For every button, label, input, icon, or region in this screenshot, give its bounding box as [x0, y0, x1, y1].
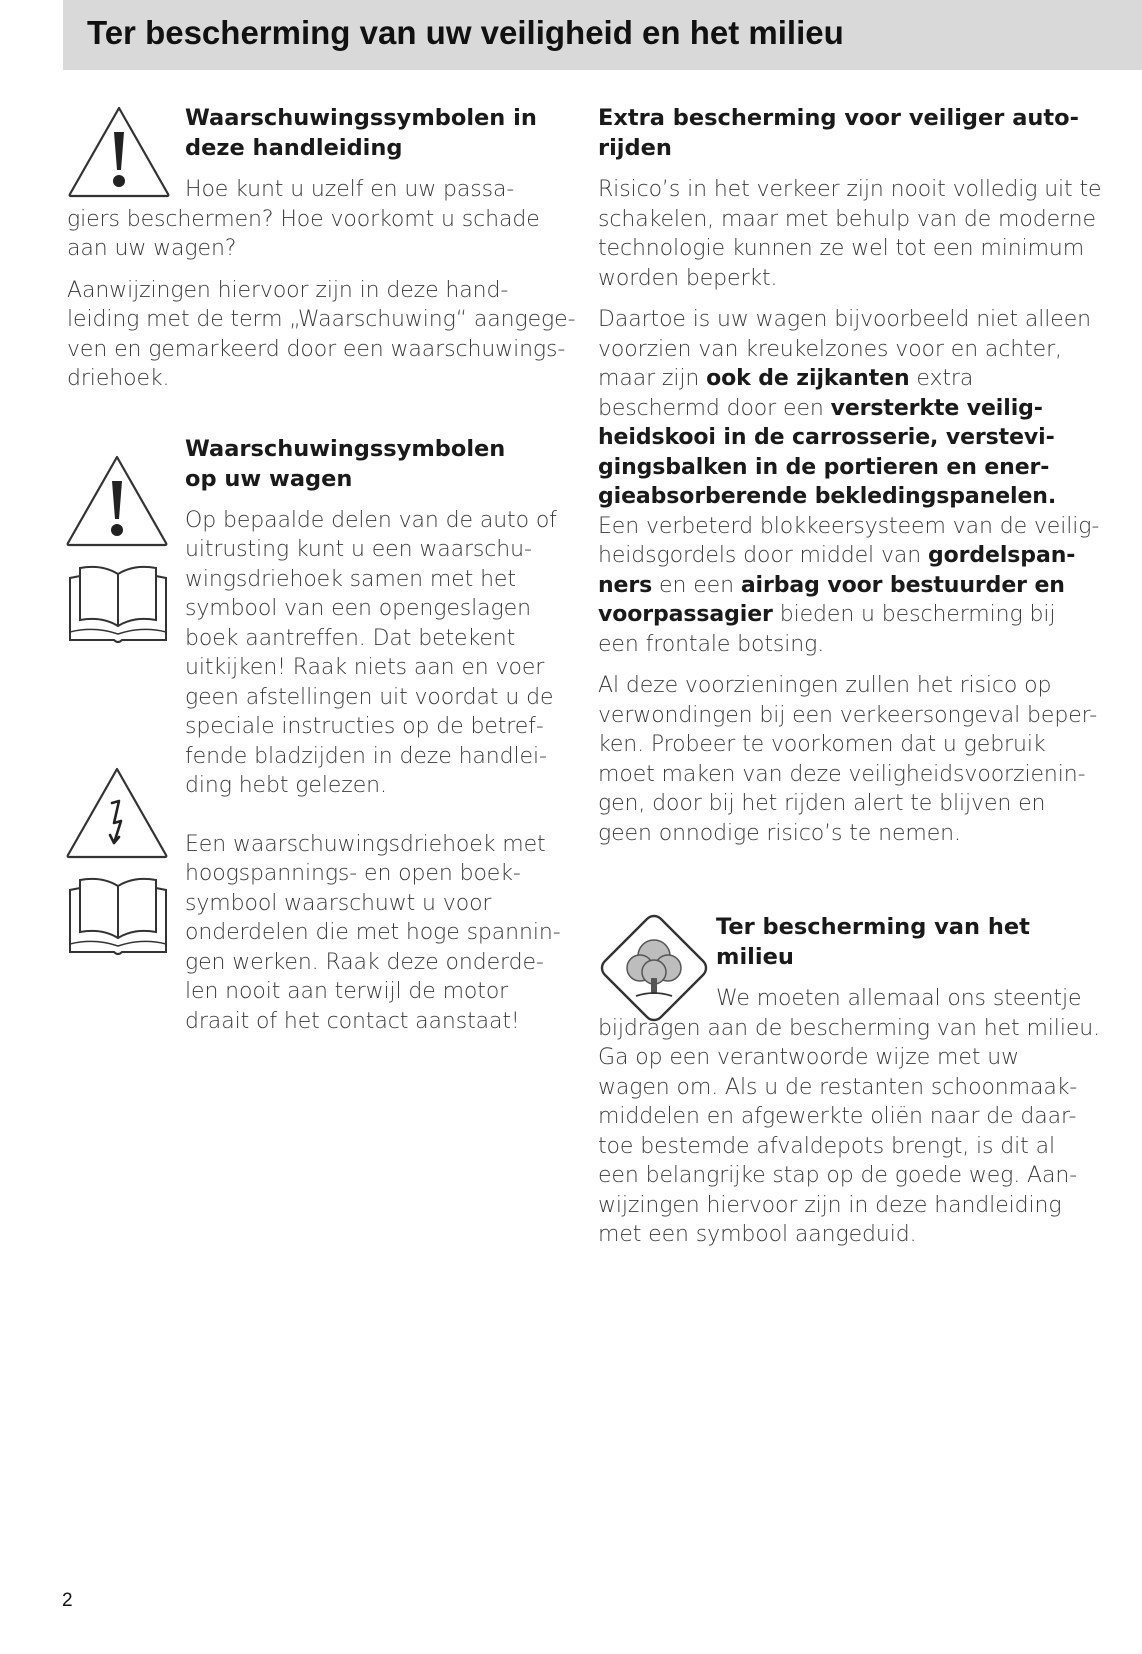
paragraph: Al deze voorzieningen zullen het risico op verwondingen bij een verkeersongeval beper- ken. Probeer te voorkomen dat u gebruik moet maken van deze veiligheidsvoorzienin- gen, door bij het rijden alert te blijven en geen onnodige risico’s te nemen.: [598, 673, 1098, 846]
right-column: [598, 103, 1102, 1250]
paragraph: Aanwijzingen hiervoor zijn in deze hand- leiding met de term „Waarschuwing“ aangege- ven en gemarkeerd door een waarschuwings- driehoek.: [67, 277, 576, 391]
paragraph: Risico’s in het verkeer zijn nooit volledig uit te schakelen, maar met behulp van de moderne technologie kunnen ze wel tot een minimum worden beperkt.: [598, 177, 1102, 291]
section-heading: Waarschuwingssymbolen op uw wagen: [185, 435, 506, 492]
header-bar: [63, 0, 1142, 70]
section-warning-symbols-manual: [67, 103, 576, 394]
section-heading: Ter bescherming van het milieu: [716, 914, 1030, 970]
left-column: [67, 103, 576, 1036]
page-number: 2: [62, 1590, 73, 1611]
section-extra-protection: [598, 103, 1102, 848]
section-environment: [598, 912, 1098, 1250]
section-warning-symbols-car: [67, 434, 567, 1037]
section-heading: Waarschuwingssymbolen in deze handleiding: [185, 105, 537, 161]
paragraph: Daartoe is uw wagen bijvoorbeeld niet alleen voorzien van kreukelzones voor en achter, maar zijn ook de zijkanten extra beschermd door een versterkte veilig- heidskooi in de carrosserie, verstevi- gingsbalken in de portieren en ener- gieabsorberende bekledingspanelen. Een verbeterd blokkeersysteem van de veilig- heidsgordels door middel van gordelspan- ners en een airbag voor bestuurder en voorpassagier bieden u bescherming bij een frontale botsing.: [598, 307, 1100, 657]
section-heading: Extra bescherming voor veiliger auto- rijden: [598, 105, 1079, 161]
paragraph: We moeten allemaal ons steentje bijdragen aan de bescherming van het milieu. Ga op een verantwoorde wijze met uw wagen om. Als u de restanten schoonmaak- middelen en afgewerkte oliën naar de daar- toe bestemde afvaldepots brengt, is dit al een belangrijke stap op de goede weg. Aan- wijzingen hiervoor zijn in deze handleiding met een symbool aangeduid.: [598, 986, 1100, 1247]
paragraph: Een waarschuwingsdriehoek met hoogspannings- en open boek- symbool waarschuwt u voor onderdelen die met hoge spannin- gen werken. Raak deze onderde- len nooit aan terwijl de motor draait of het contact aanstaat!: [185, 831, 561, 1034]
paragraph: Op bepaalde delen van de auto of uitrusting kunt u een waarschu- wingsdriehoek samen met het symbool van een opengeslagen boek aantreffen. Dat betekent uitkijken! Raak niets aan en voer geen afstellingen uit voordat u de speciale instructies op de betref- fende bladzijden in deze handlei- ding hebt gelezen.: [185, 507, 557, 798]
page-title: Ter bescherming van uw veiligheid en het milieu: [87, 14, 844, 51]
paragraph: Hoe kunt u uzelf en uw passa- giers beschermen? Hoe voorkomt u schade aan uw wagen?: [67, 177, 540, 261]
